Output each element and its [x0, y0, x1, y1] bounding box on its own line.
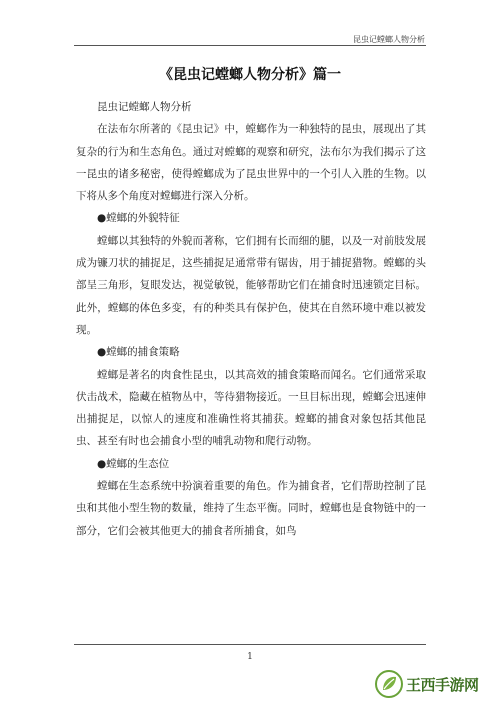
watermark-text: 王西手游网: [406, 675, 479, 694]
ecology-paragraph: 螳螂在生态系统中扮演着重要的角色。作为捕食者，它们帮助控制了昆虫和其他小型生物的数量，维持了生态平衡。同时，螳螂也是食物链中的一部分，它们会被其他更大的捕食者所捕食，如鸟: [76, 480, 426, 537]
appearance-paragraph: 螳螂以其独特的外貌而著称，它们拥有长而细的腿，以及一对前肢发展成为镰刀状的捕捉足，这些捕捉足通常带有锯齿，用于捕捉猎物。螳螂的头部呈三角形，复眼发达，视觉敏锐，能够帮助它们在捕食时迅速锁定目标。此外，螳螂的体色多变，有的种类具有保护色，使其在自然环境中难以被发现。: [76, 234, 426, 336]
heading-hunting: ●螳螂的捕食策略: [97, 346, 180, 359]
watermark-logo: [374, 667, 494, 701]
footer-divider: [74, 644, 426, 645]
document-title: 《昆虫记螳螂人物分析》篇一: [159, 67, 341, 83]
running-header: 昆虫记螳螂人物分析: [353, 35, 425, 44]
heading-appearance: ●螳螂的外貌特征: [97, 212, 180, 225]
document-body: [76, 96, 426, 542]
header-divider: [74, 45, 426, 46]
section-subtitle: 昆虫记螳螂人物分析: [97, 101, 192, 113]
heading-ecology: ●螳螂的生态位: [97, 457, 170, 470]
intro-paragraph: 在法布尔所著的《昆虫记》中，螳螂作为一种独特的昆虫，展现出了其复杂的行为和生态角色。通过对螳螂的观察和研究，法布尔为我们揭示了这一昆虫的诸多秘密，使得螳螂成为了昆虫世界中的一个引人入胜的生物。以下将从多个角度对螳螂进行深入分析。: [76, 123, 426, 203]
hunting-paragraph: 螳螂是著名的肉食性昆虫，以其高效的捕食策略而闻名。它们通常采取伏击战术，隐藏在植物丛中，等待猎物接近。一旦目标出现，螳螂会迅速伸出捕捉足，以惊人的速度和准确性将其捕获。螳螂的捕食对象包括其他昆虫、甚至有时也会捕食小型的哺乳动物和爬行动物。: [76, 368, 426, 448]
leaf-logo-icon: [374, 669, 404, 699]
page-number: 1: [247, 652, 253, 662]
